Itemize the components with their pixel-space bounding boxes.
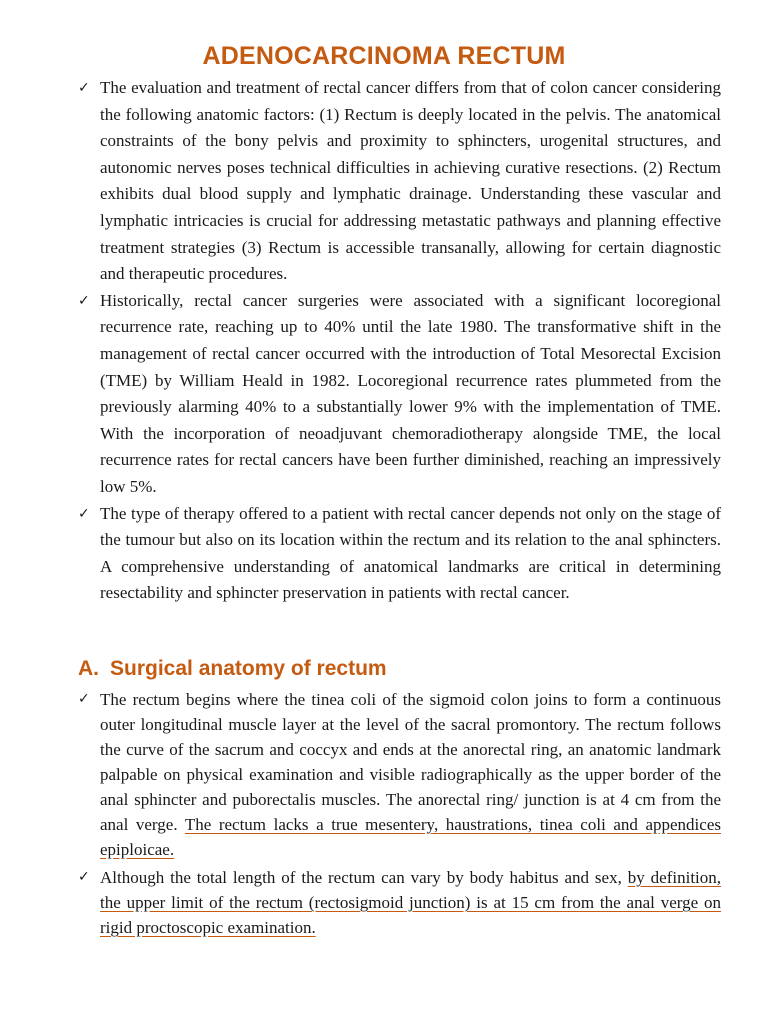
list-item — [78, 288, 721, 501]
list-item — [78, 865, 721, 940]
plain-text: The rectum begins where the tinea coli of the sigmoid colon joins to form a continuous outer longitudinal muscle layer at the level of the sacral promontory. The rectum follows the curve of the sacrum and coccyx and ends at the anorectal ring, an anatomic landmark palpable on physical examination and visible radiographically as the upper border of the anal sphincter and puborectalis muscles. The anorectal ring/ junction is at 4 cm from the anal verge. — [100, 690, 721, 834]
underlined-text: The rectum lacks a true mesentery, haustrations, tinea coli and appendices epiploicae. — [100, 815, 721, 859]
list-item-text: The type of therapy offered to a patient with rectal cancer depends not only on the stage of the tumour but also on its location within the rectum and its relation to the anal sphincters. A comprehensive understanding of anatomical landmarks are critical in determining resectability and sphincter preservation in patients with rectal cancer. — [100, 503, 721, 603]
section-letter: A. — [78, 657, 99, 680]
checkmark-icon: ✓ — [78, 505, 90, 522]
list-item-text: Historically, rectal cancer surgeries were associated with a significant locoregional recurrence rate, reaching up to 40% until the late 1980. The transformative shift in the management of rectal cancer occurred with the introduction of Total Mesorectal Excision (TME) by William Heald in 1982. Locoregional recurrence rates plummeted from the previously alarming 40% to a substantially lower 9% with the implementation of TME. With the incorporation of neoadjuvant chemoradiotherapy alongside TME, the local recurrence rates for rectal cancers have been further diminished, reaching an impressively low 5%. — [100, 290, 721, 496]
checkmark-icon: ✓ — [78, 691, 90, 707]
underlined-text: by definition, the upper limit of the rectum (rectosigmoid junction) is at 15 cm from the anal verge on rigid proctoscopic examination. — [100, 868, 722, 937]
plain-text: Although the total length of the rectum can vary by body habitus and sex, — [100, 868, 622, 887]
list-item — [78, 75, 721, 288]
page-title: ADENOCARCINOMA RECTUM — [202, 42, 566, 70]
intro-list — [78, 75, 721, 607]
checkmark-icon: ✓ — [78, 869, 90, 885]
list-item-text — [100, 865, 721, 940]
section-heading — [78, 657, 387, 681]
list-item — [78, 501, 721, 607]
list-item-text — [100, 687, 721, 862]
checkmark-icon: ✓ — [78, 292, 90, 309]
section-heading-text: Surgical anatomy of rectum — [110, 657, 387, 680]
anatomy-list — [78, 687, 721, 940]
list-item — [78, 687, 721, 862]
list-item-text: The evaluation and treatment of rectal cancer differs from that of colon cancer considering the following anatomic factors: (1) Rectum is deeply located in the pelvis. The anatomical constraints of the bony pelvis and proximity to sphincters, urogenital structures, and autonomic nerves poses technical difficulties in achieving curative resections. (2) Rectum exhibits dual blood supply and lymphatic drainage. Understanding these vascular and lymphatic intricacies is crucial for addressing metastatic pathways and planning effective treatment strategies (3) Rectum is accessible transanally, allowing for certain diagnostic and therapeutic procedures. — [100, 78, 721, 284]
checkmark-icon: ✓ — [78, 80, 90, 96]
